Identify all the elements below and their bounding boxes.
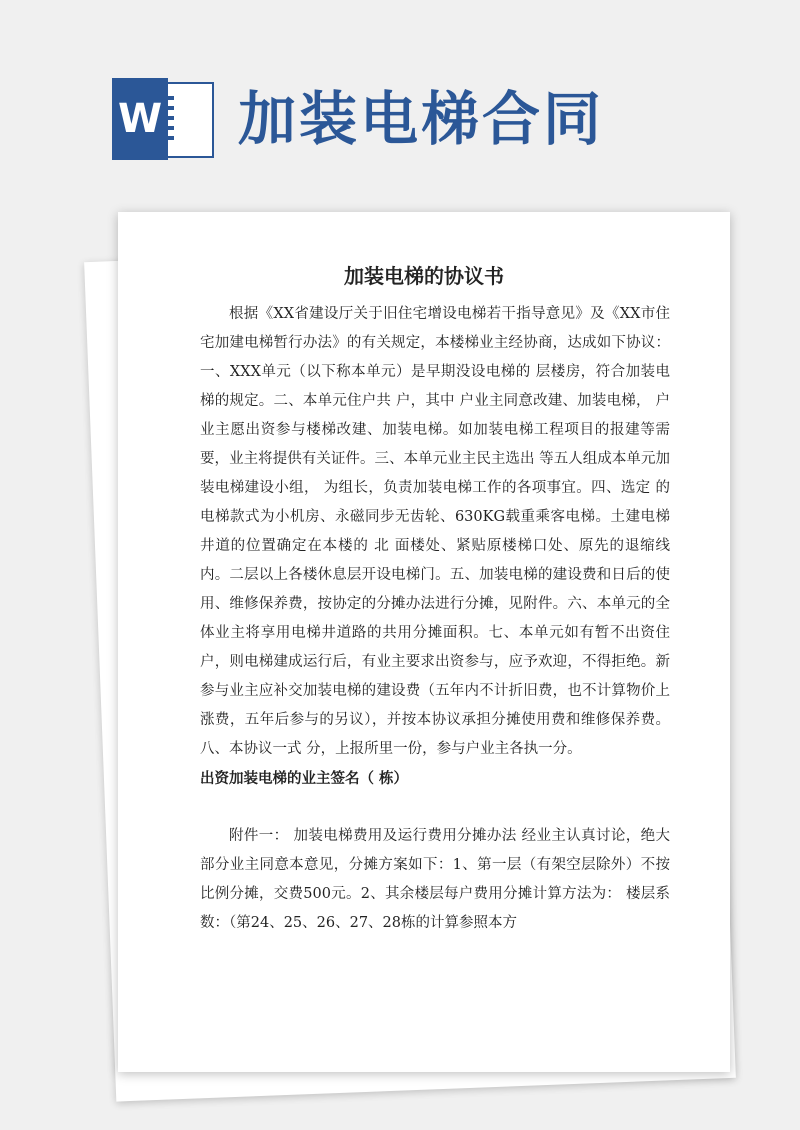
word-icon xyxy=(112,78,216,160)
word-logo-letter: W xyxy=(112,78,168,160)
document-page xyxy=(118,212,730,1072)
appendix-paragraph: 附件一： 加装电梯费用及运行费用分摊办法 经业主认真讨论，绝大部分业主同意本意见，分摊方案如下：1、第一层（有架空层除外）不按比例分摊，交费500元。2、其余楼层每户费用分摊计算方法为： 楼层系数：（第24、25、26、27、28栋的计算参照本方 xyxy=(200,828,670,931)
document-body xyxy=(200,300,670,938)
document-title: 加装电梯的协议书 xyxy=(344,264,504,288)
banner xyxy=(0,0,800,200)
banner-title: 加装电梯合同 xyxy=(238,85,605,153)
agreement-paragraph: 根据《XX省建设厅关于旧住宅增设电梯若干指导意见》及《XX市住宅加建电梯暂行办法》的有关规定，本楼梯业主经协商，达成如下协议：一、XXX单元（以下称本单元）是早期没设电梯的 层楼房，符合加装电梯的规定。二、本单元住户共 户，其中 户业主同意改建、加装电梯， 户业主愿出资参与楼梯改建、加装电梯。如加装电梯工程项目的报建等需要，业主将提供有关证件。三、本单元业主民主选出 等五人组成本单元加装电梯建设小组， 为组长，负责加装电梯工作的各项事宜。四、选定 的电梯款式为小机房、永磁同步无齿轮、630KG载重乘客电梯。土建电梯井道的位置确定在本楼的 北 面楼处、紧贴原楼梯口处、原先的退缩线内。二层以上各楼休息层开设电梯门。五、加装电梯的建设费和日后的使用、维修保养费，按协定的分摊办法进行分摊，见附件。六、本单元的全体业主将享用电梯井道路的共用分摊面积。七、本单元如有暂不出资住户，则电梯建成运行后，有业主要求出资参与，应予欢迎，不得拒绝。新参与业主应补交加装电梯的建设费（五年内不计折旧费，也不计算物价上涨费，五年后参与的另议），并按本协议承担分摊使用费和维修保养费。八、本协议一式 分，上报所里一份，参与户业主各执一分。 xyxy=(200,306,670,757)
signature-line: 出资加装电梯的业主签名（ 栋） xyxy=(200,770,409,787)
